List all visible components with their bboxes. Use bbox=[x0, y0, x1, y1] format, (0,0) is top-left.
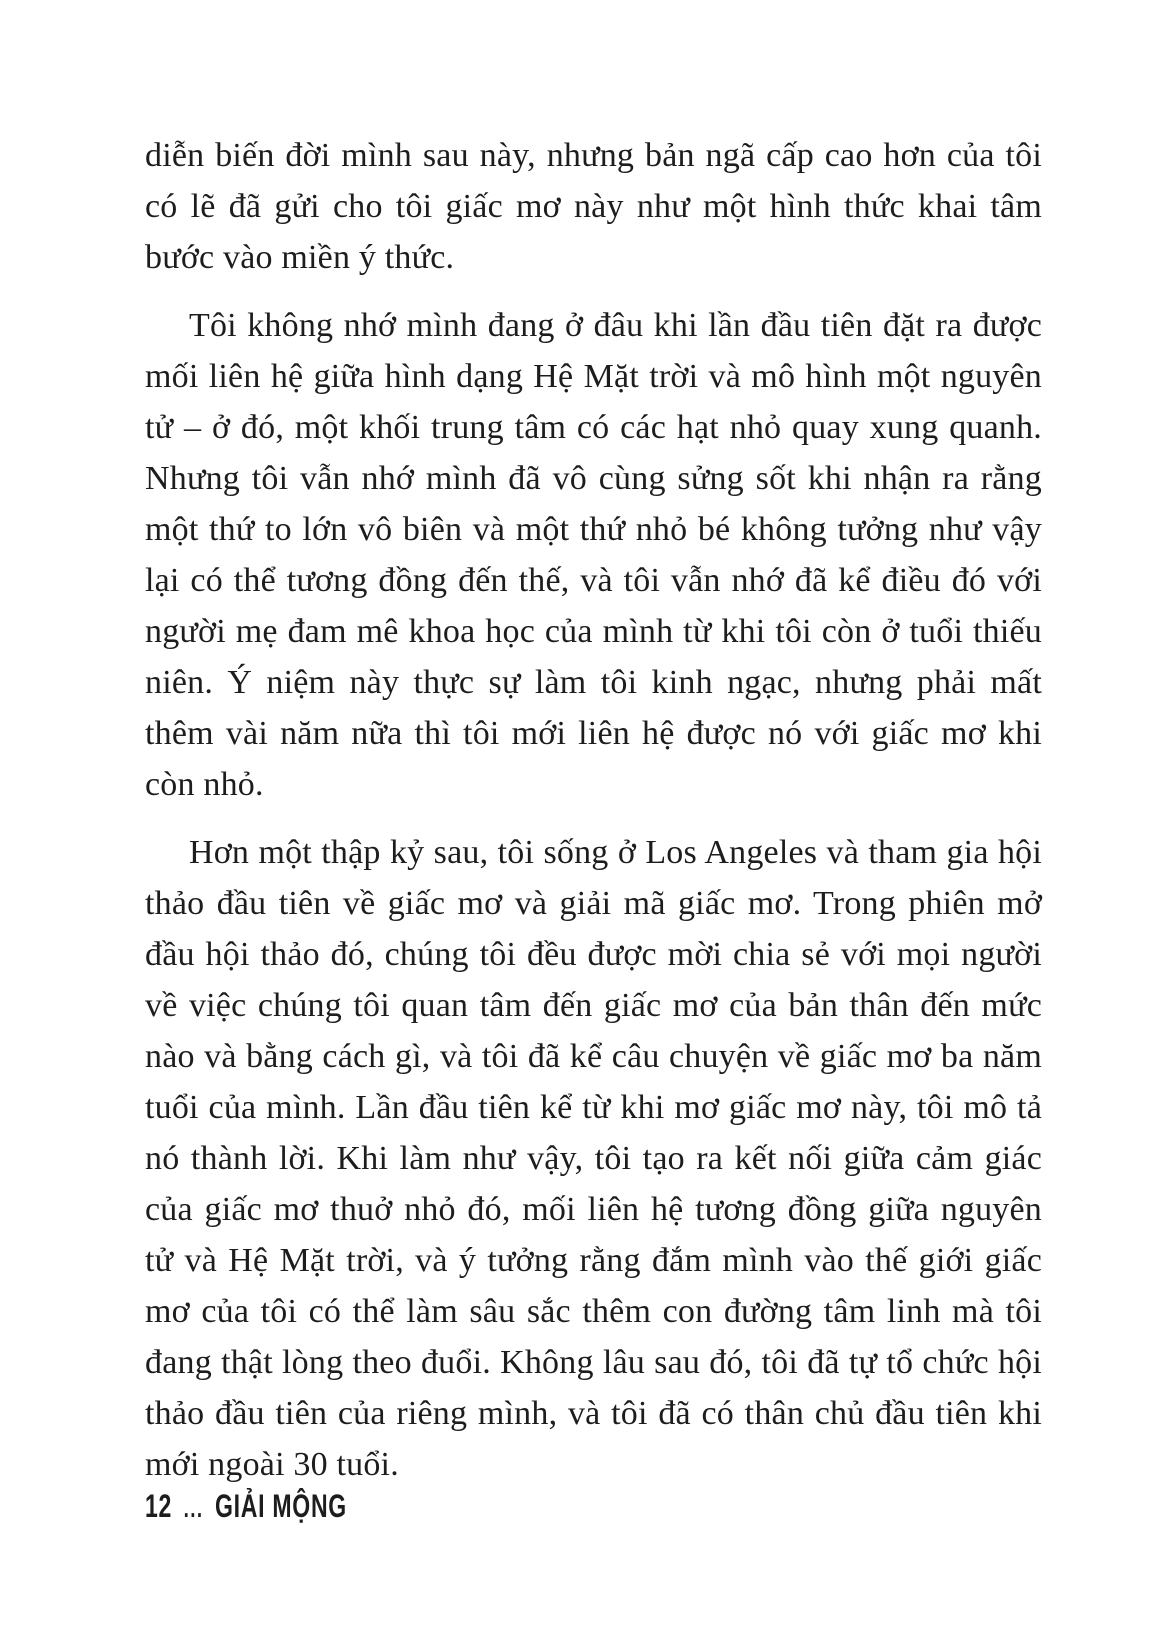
footer-separator: ... bbox=[183, 1493, 204, 1523]
body-text-block bbox=[145, 130, 1042, 1507]
body-paragraph: Hơn một thập kỷ sau, tôi sống ở Los Angeles và tham gia hội thảo đầu tiên về giấc mơ và giải mã giấc mơ. Trong phiên mở đầu hội thảo đó, chúng tôi đều được mời chia sẻ với mọi người về việc chúng tôi quan tâm đến giấc mơ của bản thân đến mức nào và bằng cách gì, và tôi đã kể câu chuyện về giấc mơ ba năm tuổi của mình. Lần đầu tiên kể từ khi mơ giấc mơ này, tôi mô tả nó thành lời. Khi làm như vậy, tôi tạo ra kết nối giữa cảm giác của giấc mơ thuở nhỏ đó, mối liên hệ tương đồng giữa nguyên tử và Hệ Mặt trời, và ý tưởng rằng đắm mình vào thế giới giấc mơ của tôi có thể làm sâu sắc thêm con đường tâm linh mà tôi đang thật lòng theo đuổi. Không lâu sau đó, tôi đã tự tổ chức hội thảo đầu tiên của riêng mình, và tôi đã có thân chủ đầu tiên khi mới ngoài 30 tuổi. bbox=[145, 834, 1042, 1483]
body-paragraph: diễn biến đời mình sau này, nhưng bản ngã cấp cao hơn của tôi có lẽ đã gửi cho tôi giấc mơ này như một hình thức khai tâm bước vào miền ý thức. bbox=[145, 137, 1042, 276]
page-footer bbox=[145, 1488, 347, 1525]
book-title: GIẢI MỘNG bbox=[215, 1488, 347, 1524]
page-number: 12 bbox=[145, 1488, 173, 1524]
body-paragraph: Tôi không nhớ mình đang ở đâu khi lần đầu tiên đặt ra được mối liên hệ giữa hình dạng Hệ Mặt trời và mô hình một nguyên tử – ở đó, một khối trung tâm có các hạt nhỏ quay xung quanh. Nhưng tôi vẫn nhớ mình đã vô cùng sửng sốt khi nhận ra rằng một thứ to lớn vô biên và một thứ nhỏ bé không tưởng như vậy lại có thể tương đồng đến thế, và tôi vẫn nhớ đã kể điều đó với người mẹ đam mê khoa học của mình từ khi tôi còn ở tuổi thiếu niên. Ý niệm này thực sự làm tôi kinh ngạc, nhưng phải mất thêm vài năm nữa thì tôi mới liên hệ được nó với giấc mơ khi còn nhỏ. bbox=[145, 307, 1042, 803]
